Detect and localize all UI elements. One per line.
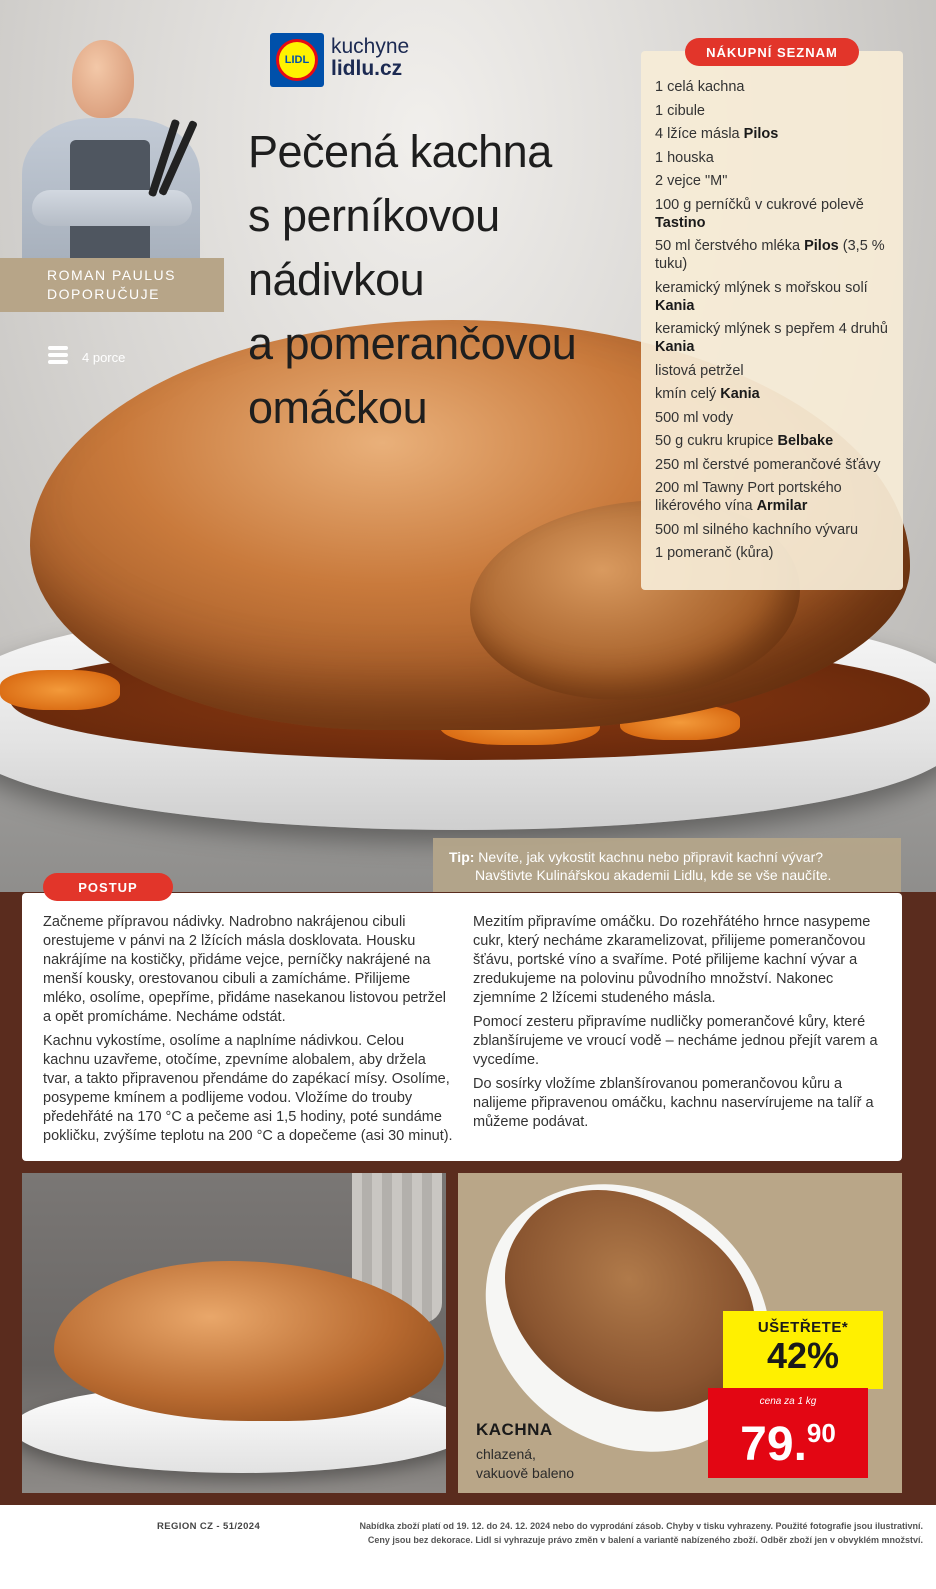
recipe-title-line: nádivkou [248,254,425,305]
method-label: POSTUP [43,873,173,901]
site-name-line2: lidlu.cz [331,57,403,80]
lidl-logo[interactable] [270,33,324,87]
portions-label: 4 porce [82,349,126,365]
ingredient-item [655,456,891,474]
product-name: KACHNA [476,1420,553,1439]
ingredient-item [655,409,891,427]
product-desc-line: chlazená, [476,1446,536,1462]
site-name[interactable] [331,36,409,80]
ingredient-item [655,172,891,190]
ingredient-text: 200 ml Tawny Port portského likérového vína [655,480,842,514]
ingredient-item [655,385,891,403]
discount-value: 42% [766,1335,840,1376]
method-paragraph: Mezitím připravíme omáčku. Do rozehřátého hrnce nasypeme cukr, který necháme zkaramelizovat, přilijeme pomerančovou šťávu, portské víno a svaříme. Poté přilijeme kachní vývar a zredukujeme na polovinu původního množství. Nakonec zjemníme 2 lžícemi studeného másla. [473,914,871,1006]
chef-photo [22,40,202,258]
recipe-title [248,120,638,440]
disclaimer-line: Nabídka zboží platí od 19. 12. do 24. 12. 2024 nebo do vyprodání zásob. Chyby v tisku vyhrazeny. Použité fotografie jsou ilustrativní. [359,1521,923,1531]
ingredient-text: 50 g cukru krupice [655,433,778,449]
chef-recommends: DOPORUČUJE [47,286,161,302]
ingredient-item [655,320,891,356]
ingredient-brand: Armilar [756,498,808,514]
disclaimer-line: Ceny jsou bez dekorace. Lidl si vyhrazuje právo změn v balení a variantě nabízeného zboží. Odběr zboží jen v obvyklém množství. [367,1535,923,1545]
ingredient-brand: Tastino [655,214,706,231]
ingredient-text: 4 lžíce másla [655,126,744,142]
ingredient-brand: Kania [655,339,695,355]
ingredient-brand: Belbake [777,433,834,449]
tip-line1: Nevíte, jak vykostit kachnu nebo připravit kachní vývar? [474,849,824,865]
ingredient-text: 250 ml čerstvé pomerančové šťávy [655,456,881,473]
ingredient-item [655,196,891,232]
price-value [708,1407,868,1471]
chef-name: ROMAN PAULUS [47,267,176,283]
recipe-title-line: a pomerančovou [248,318,577,369]
ingredient-text: 100 g perníčků v cukrové polevě [655,196,864,213]
ingredient-item [655,479,891,515]
ingredient-brand: Pilos [804,238,839,254]
ingredient-text: 500 ml silného kachního vývaru [655,521,859,538]
price-cents: 90 [806,1418,836,1448]
portions [48,346,125,368]
ingredient-brand: Kania [655,297,695,314]
method-column-left [43,913,453,1151]
ingredient-suffix: (3,5 % tuku) [655,238,885,272]
method-paragraph: Pomocí zesteru připravíme nudličky pomerančové kůry, které zblanšírujeme ve vroucí vodě – necháme jednou přejít varem a vycedíme. [473,1014,878,1068]
tip-label: Tip: [449,849,475,865]
ingredient-item [655,78,891,96]
ingredient-text: 1 pomeranč (kůra) [655,545,774,561]
method-paragraph: Kachnu vykostíme, osolíme a naplníme nádivkou. Celou kachnu uzavřeme, otočíme, zpevníme alobalem, aby držela tvar, a takto připravenou přendáme do zapékací mísy. Osolíme, posypeme kmínem a podlijeme vodou. Vložíme do trouby předehřáté na 170 °C a pečeme asi 1,5 hodiny, poté sundáme pokličku, zvýšíme teplotu na 200 °C a dopečeme (asi 30 minut). [43,1033,453,1144]
ingredient-brand: Kania [720,386,760,402]
product-desc-line: vakuově baleno [476,1465,575,1481]
ingredient-text: 1 celá kachna [655,79,745,95]
footer [0,1505,936,1589]
ingredient-item [655,362,891,380]
ingredient-item [655,149,891,167]
ingredient-text: kmín celý [655,386,721,402]
price-unit: cena za 1 kg [759,1396,817,1407]
ingredient-item [655,279,891,315]
site-name-line1: kuchyne [331,35,410,58]
ingredient-brand: Pilos [743,126,779,142]
price-main: 79. [740,1418,807,1471]
ingredient-text: keramický mlýnek s mořskou solí [655,279,868,296]
region-code: REGION CZ - 51/2024 [157,1521,261,1532]
tip-line2: Navštivte Kulinářskou akademii Lidlu, kde se vše naučíte. [475,867,832,883]
recipe-title-line: omáčkou [248,382,428,433]
ingredient-item [655,102,891,120]
plates-stack-icon [48,346,68,368]
ingredient-text: keramický mlýnek s pepřem 4 druhů [655,321,888,337]
chef-recommends-banner [0,258,224,312]
chef-head [72,40,134,118]
recipe-title-line: Pečená kachna [248,126,552,177]
discount-badge [723,1311,883,1389]
served-duck-photo [22,1173,446,1493]
tip-box[interactable] [433,838,901,892]
ingredient-item [655,544,891,562]
recipe-title-line: s perníkovou [248,190,500,241]
ingredient-item [655,521,891,539]
lidl-logo-text: LIDL [276,39,318,81]
ingredient-text: 50 ml čerstvého mléka [655,238,805,254]
ingredient-text: 1 cibule [655,102,705,119]
price-tag [708,1388,868,1478]
ingredient-text: 2 vejce "M" [655,173,728,189]
ingredient-item [655,237,891,273]
ingredient-text: 1 houska [655,149,714,166]
disclaimer [343,1519,923,1547]
ingredient-item [655,125,891,143]
product-description [476,1445,574,1483]
method-paragraph: Do sosírky vložíme zblanšírovanou pomerančovou kůru a nalijeme připravenou omáčku, kachnu naservírujeme na talíř a můžeme podávat. [473,1076,874,1130]
ingredient-text: listová petržel [655,362,744,379]
discount-label: UŠETŘETE* [757,1319,849,1336]
chef-arms [32,190,192,226]
ingredient-item [655,432,891,450]
shopping-list-label: NÁKUPNÍ SEZNAM [685,38,859,66]
orange-slice [0,670,120,710]
method-paragraph: Začneme přípravou nádivky. Nadrobno nakrájenou cibuli orestujeme v pánvi na 2 lžících másla dosklovata. Housku nakrájíme na kostičky, přidáme vejce, perníčky nakrájené na menší kousky, orestovanou cibuli a zamícháme. Přilijeme mléko, osolíme, opepříme, přidáme nasekanou listovou petržel a opět promícháme. Necháme odstát. [43,914,446,1025]
method-column-right [473,913,883,1137]
shopping-list [641,51,903,590]
ingredient-text: 500 ml vody [655,409,734,426]
